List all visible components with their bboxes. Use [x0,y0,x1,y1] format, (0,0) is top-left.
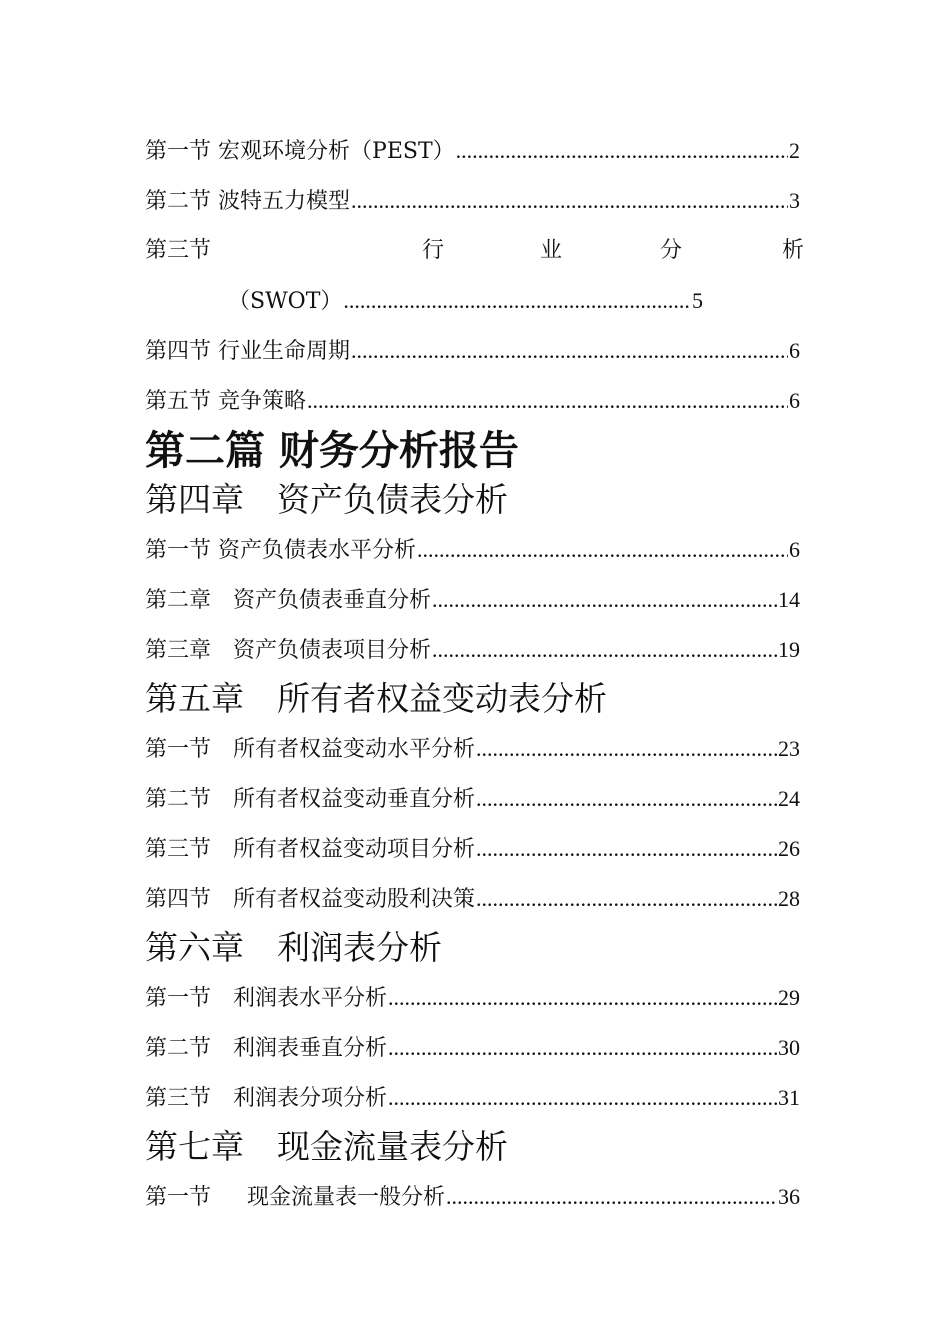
toc-page-number: 24 [778,786,800,811]
toc-entry[interactable] [145,734,800,764]
toc-entry-section: 第三节 [145,238,212,263]
toc-entry[interactable] [145,983,800,1013]
toc-entry-char: 业 [540,238,563,263]
toc-page-number: 6 [789,388,800,413]
toc-entry[interactable] [145,1083,800,1113]
toc-page-number: 29 [778,985,800,1010]
toc-entry[interactable] [145,136,800,166]
toc-entry-label: 第二节 利润表垂直分析 [145,1036,388,1061]
toc-page-number: 28 [778,886,800,911]
toc-entry-label: 第一节 宏观环境分析（PEST） [145,139,455,164]
leader-dots [388,983,777,1013]
toc-page-number: 14 [778,587,800,612]
toc-entry-label: 第一节 资产负债表水平分析 [145,538,416,563]
chapter-heading[interactable]: 第六章 利润表分析 [145,928,442,967]
leader-dots [446,1182,777,1212]
toc-page-number: 36 [778,1184,800,1209]
part-title: 第二篇 财务分析报告 [145,428,519,474]
leader-dots [351,336,788,366]
toc-entry-char: 分 [660,238,683,263]
toc-entry-label: 第二节 波特五力模型 [145,189,351,214]
toc-page-number: 26 [778,836,800,861]
leader-dots [388,1033,777,1063]
toc-entry[interactable] [145,336,800,366]
toc-page-number: 19 [778,637,800,662]
toc-entry[interactable] [145,386,800,416]
toc-entry-label: 第四节 所有者权益变动股利决策 [145,887,476,912]
toc-entry[interactable] [145,784,800,814]
toc-page-number: 2 [789,138,800,163]
toc-entry-char: 行 [422,238,445,263]
toc-entry-char: 析 [782,238,805,263]
leader-dots [476,734,777,764]
chapter-heading[interactable]: 第五章 所有者权益变动表分析 [145,679,607,718]
leader-dots [432,635,777,665]
leader-dots [476,884,777,914]
toc-entry-label: 第三章 资产负债表项目分析 [145,638,432,663]
toc-entry[interactable] [145,834,800,864]
toc-entry-justified[interactable] [145,236,805,266]
leader-dots [388,1083,777,1113]
toc-entry-label: （SWOT） [228,289,343,314]
leader-dots [343,286,691,316]
toc-page-number: 6 [789,537,800,562]
toc-entry[interactable] [145,1033,800,1063]
toc-entry[interactable] [145,186,800,216]
toc-entry[interactable] [145,635,800,665]
toc-entry-label: 第三节 所有者权益变动项目分析 [145,837,476,862]
leader-dots [351,186,788,216]
toc-page-number: 23 [778,736,800,761]
toc-page-number: 5 [692,288,703,313]
leader-dots [476,834,777,864]
toc-entry-label: 第三节 利润表分项分析 [145,1086,388,1111]
toc-page-number: 31 [778,1085,800,1110]
toc-page-number: 3 [789,188,800,213]
leader-dots [432,585,777,615]
toc-entry-continuation[interactable] [228,286,703,316]
leader-dots [456,136,788,166]
toc-entry[interactable] [145,1182,800,1212]
toc-entry-label: 第五节 竞争策略 [145,389,307,414]
toc-entry-label: 第一节 现金流量表一般分析 [145,1185,445,1210]
toc-page-number: 30 [778,1035,800,1060]
toc-entry-label: 第四节 行业生命周期 [145,339,351,364]
toc-entry-label: 第二节 所有者权益变动垂直分析 [145,787,476,812]
toc-entry-label: 第一节 利润表水平分析 [145,986,388,1011]
leader-dots [476,784,777,814]
toc-entry[interactable] [145,884,800,914]
leader-dots [417,535,788,565]
toc-entry[interactable] [145,535,800,565]
chapter-heading[interactable]: 第七章 现金流量表分析 [145,1127,508,1166]
toc-entry-label: 第二章 资产负债表垂直分析 [145,588,432,613]
chapter-heading[interactable]: 第四章 资产负债表分析 [145,480,508,519]
toc-page-number: 6 [789,338,800,363]
toc-entry[interactable] [145,585,800,615]
toc-entry-label: 第一节 所有者权益变动水平分析 [145,737,476,762]
leader-dots [307,386,788,416]
